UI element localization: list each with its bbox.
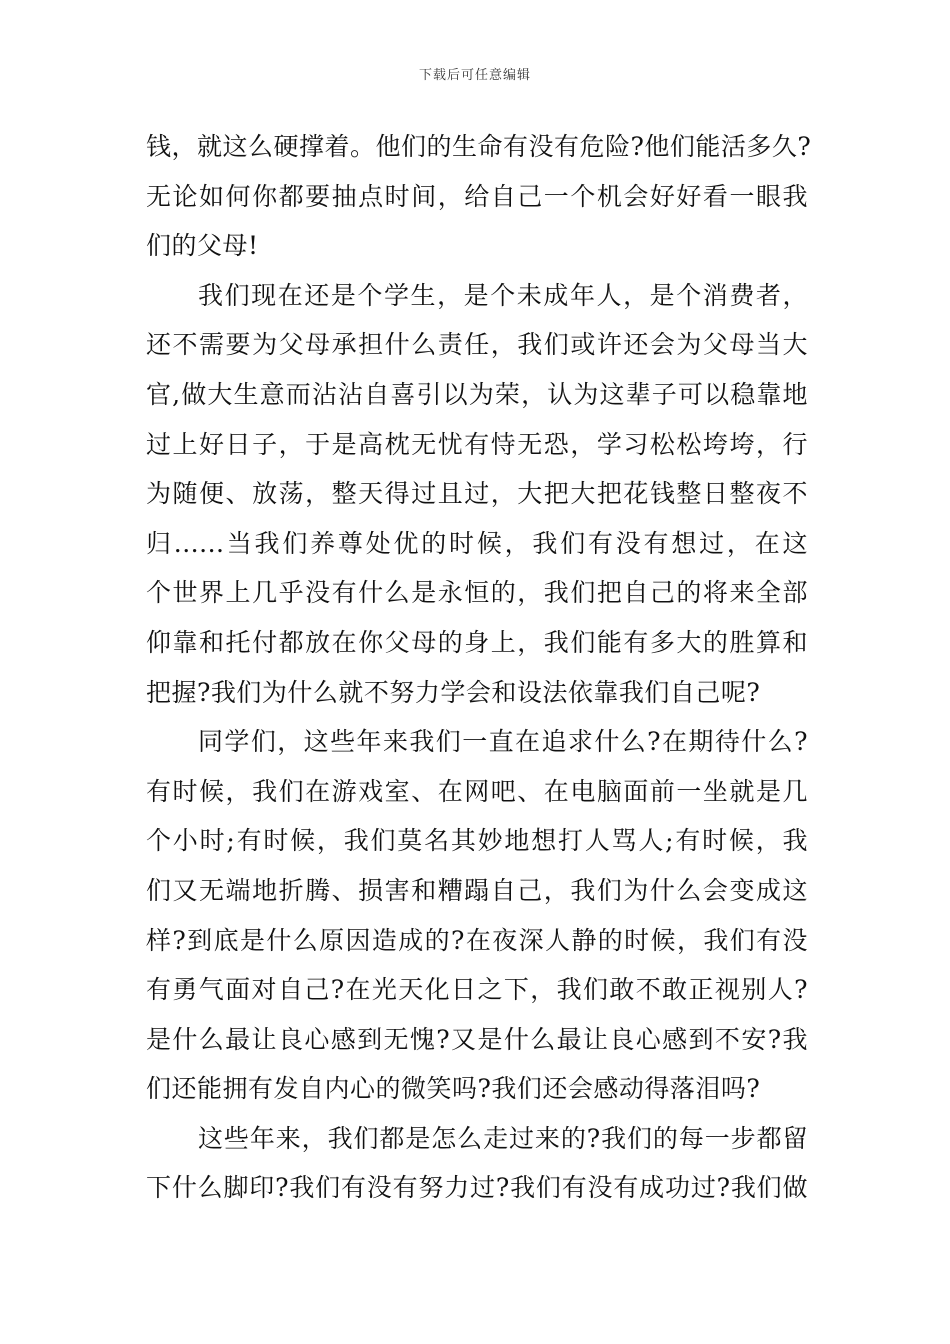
text-line: 们的父母!: [146, 231, 259, 261]
text-line: 官,做大生意而沾沾自喜引以为荣，认为这辈子可以稳靠地: [146, 379, 808, 409]
text-line: 样?到底是什么原因造成的?在夜深人静的时候，我们有没: [146, 925, 808, 955]
paragraph-start-line: 这些年来，我们都是怎么走过来的?我们的每一步都留: [198, 1123, 808, 1153]
text-line: 把握?我们为什么就不努力学会和设法依靠我们自己呢?: [146, 677, 761, 707]
text-line: 钱，就这么硬撑着。他们的生命有没有危险?他们能活多久?: [146, 132, 812, 161]
text-line: 下什么脚印?我们有没有努力过?我们有没有成功过?我们做: [146, 1173, 808, 1203]
document-body: [146, 122, 812, 1213]
paragraph-start-line: 我们现在还是个学生，是个未成年人，是个消费者，: [198, 280, 808, 310]
text-line: 有勇气面对自己?在光天化日之下，我们敢不敢正视别人?: [146, 975, 808, 1005]
text-line: 归......当我们养尊处优的时候，我们有没有想过，在这: [146, 528, 808, 558]
paragraph-start-line: 同学们，这些年来我们一直在追求什么?在期待什么?: [198, 727, 808, 757]
text-line: 们还能拥有发自内心的微笑吗?我们还会感动得落泪吗?: [146, 1074, 761, 1104]
text-line: 为随便、放荡，整天得过且过，大把大把花钱整日整夜不: [146, 479, 808, 509]
text-line: 无论如何你都要抽点时间，给自己一个机会好好看一眼我: [146, 181, 808, 211]
text-line: 过上好日子，于是高枕无忧有恃无恐，学习松松垮垮，行: [146, 429, 808, 459]
text-line: 个小时;有时候，我们莫名其妙地想打人骂人;有时候，我: [146, 826, 808, 856]
text-line: 还不需要为父母承担什么责任，我们或许还会为父母当大: [146, 330, 808, 360]
text-line: 们又无端地折腾、损害和糟蹋自己，我们为什么会变成这: [146, 875, 808, 905]
text-line: 仰靠和托付都放在你父母的身上，我们能有多大的胜算和: [146, 627, 808, 657]
page-header-note: 下载后可任意编辑: [418, 68, 531, 83]
text-line: 个世界上几乎没有什么是永恒的，我们把自己的将来全部: [146, 578, 808, 608]
text-line: 有时候，我们在游戏室、在网吧、在电脑面前一坐就是几: [146, 776, 808, 806]
text-line: 是什么最让良心感到无愧?又是什么最让良心感到不安?我: [146, 1024, 808, 1054]
